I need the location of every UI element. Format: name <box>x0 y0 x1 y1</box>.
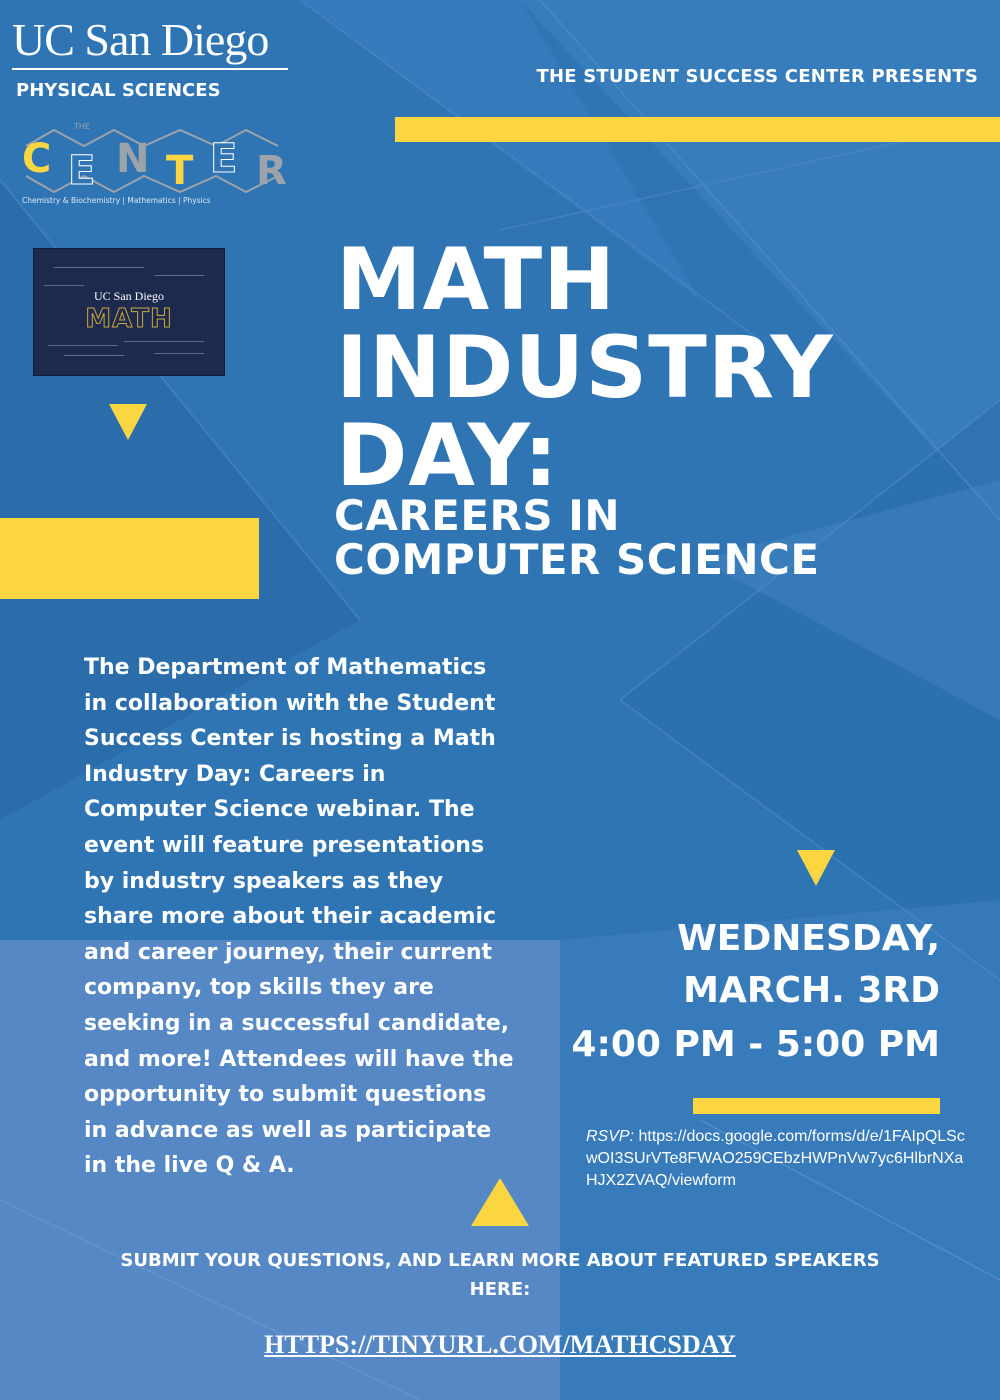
title-line-2: INDUSTRY <box>336 318 834 418</box>
center-logo-tagline: Chemistry & Biochemistry | Mathematics | Physics <box>22 196 211 205</box>
department-name: PHYSICAL SCIENCES <box>16 80 221 101</box>
subtitle-line-1: CAREERS IN <box>334 491 621 540</box>
yellow-triangle-down-right <box>797 850 835 886</box>
yellow-bar-left <box>0 518 259 599</box>
event-time: 4:00 PM - 5:00 PM <box>571 1024 940 1065</box>
ucsd-physical-sciences-logo <box>12 14 288 101</box>
center-letter-e2: E <box>210 136 238 182</box>
yellow-bar-top <box>395 117 1000 142</box>
rsvp-link[interactable]: https://docs.google.com/forms/d/e/1FAIpQLScwOI3SUrVTe8FWAO259CEbzHWPnVw7yc6HlbrNXaHJX2ZVAQ/viewform <box>586 1128 965 1189</box>
center-logo-the: THE <box>74 122 90 131</box>
the-center-logo <box>20 122 287 218</box>
yellow-bar-rsvp <box>693 1098 940 1114</box>
ucsd-math-logo-image <box>33 248 225 376</box>
submit-questions-text: SUBMIT YOUR QUESTIONS, AND LEARN MORE ABOUT FEATURED SPEAKERS HERE: <box>120 1250 880 1300</box>
event-description: The Department of Mathematics in collaboration with the Student Success Center is hosting a Math Industry Day: Careers in Computer Science webinar. The event will feature presentations by industry speakers as they share more about their academic and career journey, their current company, top skills they are seeking in a successful candidate, and more! Attendees will have the opportunity to submit questions in advance as well as participate in the live Q & A. <box>84 655 514 1179</box>
math-logo-university: UC San Diego <box>94 289 164 303</box>
title-line-3: DAY: <box>336 406 559 506</box>
event-day: WEDNESDAY, <box>677 918 940 959</box>
logo-divider <box>12 68 288 70</box>
yellow-triangle-down-left <box>109 404 147 440</box>
title-line-1: MATH <box>336 230 617 330</box>
event-date: MARCH. 3RD <box>683 970 940 1011</box>
tinyurl-link[interactable]: HTTPS://TINYURL.COM/MATHCSDAY <box>264 1330 736 1359</box>
center-letter-c: C <box>22 136 52 182</box>
center-logo-letters <box>20 122 287 196</box>
event-datetime <box>520 914 940 1072</box>
center-letter-e: E <box>68 148 96 194</box>
center-letter-t: T <box>166 148 194 194</box>
rsvp-block <box>586 1126 966 1192</box>
subtitle-line-2: COMPUTER SCIENCE <box>334 535 820 584</box>
center-letter-r: R <box>256 148 287 194</box>
ucsd-wordmark: UC San Diego <box>12 14 269 65</box>
event-title <box>336 230 834 506</box>
yellow-triangle-up <box>471 1178 529 1226</box>
math-logo-word: MATH <box>85 304 173 334</box>
event-subtitle <box>334 491 820 584</box>
presenter-heading: THE STUDENT SUCCESS CENTER PRESENTS <box>536 66 978 87</box>
rsvp-label: RSVP: <box>586 1128 635 1145</box>
center-letter-n: N <box>116 136 150 182</box>
